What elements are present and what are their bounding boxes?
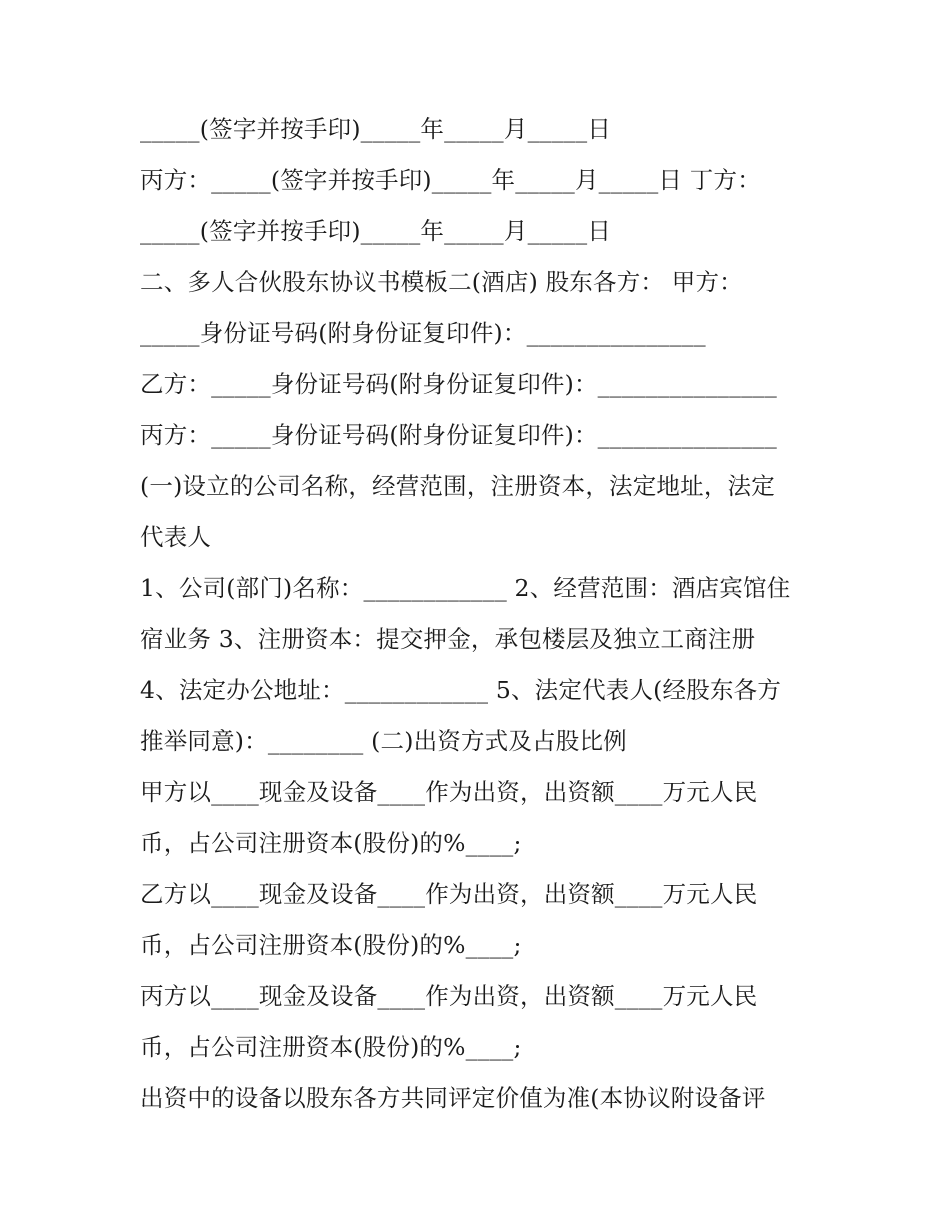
text-line: 出资中的设备以股东各方共同评定价值为准(本协议附设备评	[140, 1084, 766, 1112]
text-line: 4、法定办公地址：____________ 5、法定代表人(经股东各方	[140, 676, 782, 704]
text-line: _____(签字并按手印)_____年_____月_____日	[140, 115, 612, 143]
text-line: 1、公司(部门)名称：____________ 2、经营范围：酒店宾馆住	[140, 574, 791, 602]
text-line: (一)设立的公司名称，经营范围，注册资本，法定地址，法定	[140, 472, 775, 500]
text-line: 币，占公司注册资本(股份)的%____;	[140, 1033, 522, 1061]
text-line: _____(签字并按手印)_____年_____月_____日	[140, 217, 612, 245]
text-line: 宿业务 3、注册资本：提交押金，承包楼层及独立工商注册	[140, 625, 756, 653]
text-line: 丙方以____现金及设备____作为出资，出资额____万元人民	[140, 982, 758, 1010]
text-line: 币，占公司注册资本(股份)的%____;	[140, 829, 522, 857]
text-line: 甲方以____现金及设备____作为出资，出资额____万元人民	[140, 778, 758, 806]
text-line: 代表人	[140, 523, 212, 551]
text-line: _____身份证号码(附身份证复印件)：_______________	[140, 319, 706, 347]
text-line: 乙方以____现金及设备____作为出资，出资额____万元人民	[140, 880, 758, 908]
text-line: 丙方：_____(签字并按手印)_____年_____月_____日 丁方：	[140, 166, 761, 194]
text-line: 币，占公司注册资本(股份)的%____;	[140, 931, 522, 959]
text-line: 丙方：_____身份证号码(附身份证复印件)：_______________	[140, 421, 777, 449]
text-line: 乙方：_____身份证号码(附身份证复印件)：_______________	[140, 370, 777, 398]
text-line: 推举同意)：________ (二)出资方式及占股比例	[140, 727, 627, 755]
document-page	[140, 104, 820, 1124]
section-heading: 二、多人合伙股东协议书模板二(酒店) 股东各方： 甲方：	[140, 268, 743, 296]
